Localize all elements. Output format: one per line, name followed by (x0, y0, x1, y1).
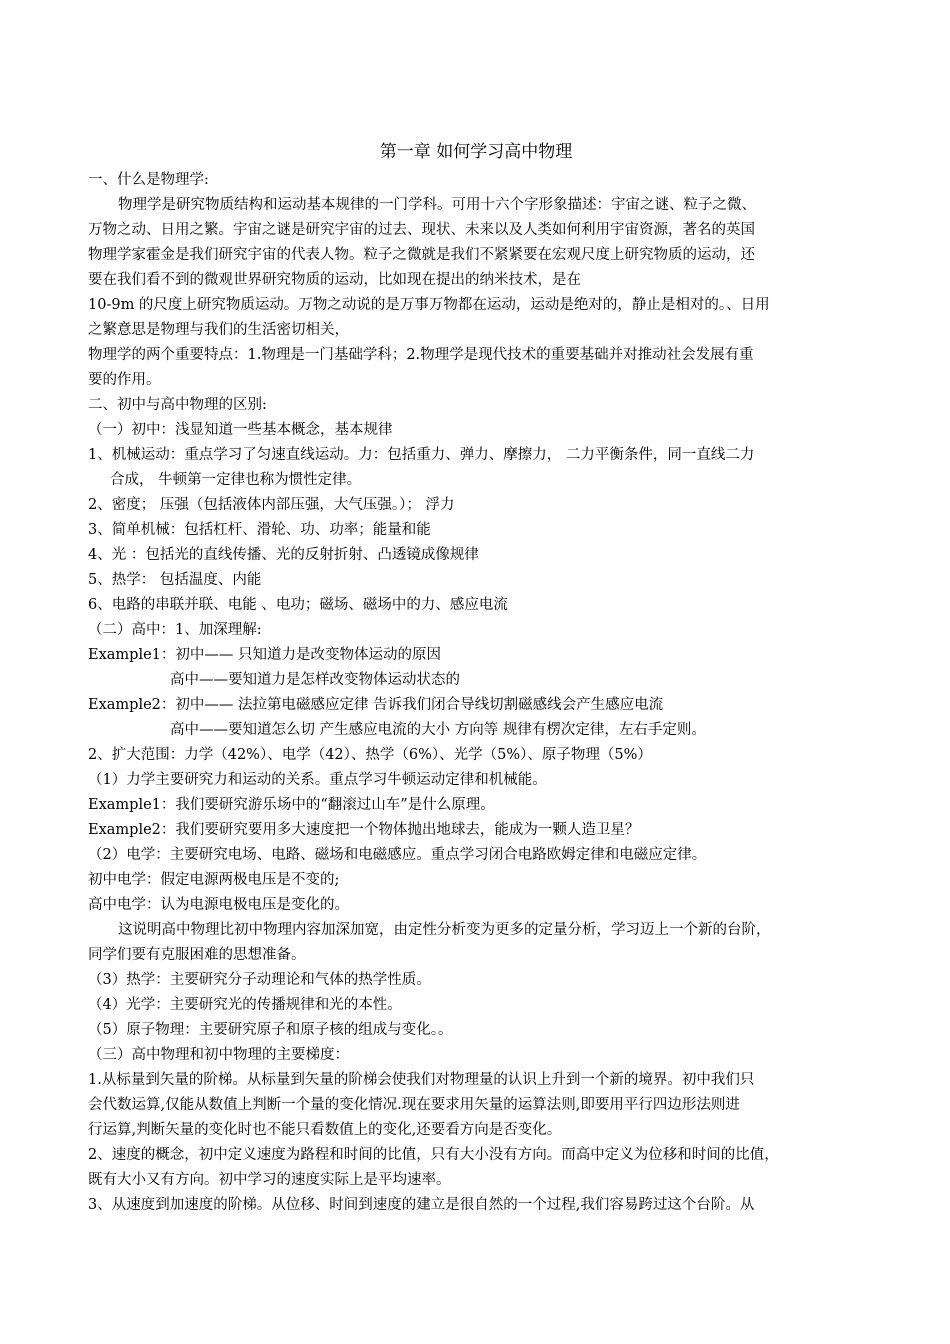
paragraph-line: 这说明高中物理比初中物理内容加深加宽，由定性分析变为更多的定量分析，学习迈上一个新的台阶， (118, 922, 771, 938)
paragraph-line: 物理学的两个重要特点：1.物理是一门基础学科；2.物理学是现代技术的重要基础并对推动社会发展有重 (88, 347, 754, 363)
subsection-heading: （三）高中物理和初中物理的主要梯度： (88, 1047, 349, 1063)
list-item-continuation: 合成， 牛顿第一定律也称为惯性定律。 (110, 472, 362, 488)
list-item: （2）电学：主要研究电场、电路、磁场和电磁感应。重点学习闭合电路欧姆定律和电磁应定律。 (88, 847, 707, 863)
subsection-heading: （二）高中：1、加深理解: (88, 622, 262, 638)
paragraph-line: 高中电学：认为电源电极电压是变化的。 (88, 897, 349, 913)
paragraph-line: 2、速度的概念，初中定义速度为路程和时间的比值，只有大小没有方向。而高中定义为位移和时间的比值， (88, 1147, 779, 1163)
list-item: 1、机械运动：重点学习了匀速直线运动。力：包括重力、弹力、摩擦力， 二力平衡条件，同一直线二力 (88, 447, 755, 463)
paragraph-line: 要的作用。 (88, 372, 161, 388)
paragraph-line: 3、从速度到加速度的阶梯。从位移、时间到速度的建立是很自然的一个过程,我们容易跨过这个台阶。从 (88, 1197, 755, 1213)
list-item: （5）原子物理：主要研究原子和原子核的组成与变化。。 (88, 1022, 453, 1038)
subsection-heading: （一）初中：浅显知道一些基本概念，基本规律 (88, 422, 393, 438)
list-item: （4）光学：主要研究光的传播规律和光的本性。 (88, 997, 402, 1013)
list-item: 6、电路的串联并联、电能 、电功；磁场、磁场中的力、感应电流 (88, 597, 508, 613)
list-item: 5、热学： 包括温度、内能 (88, 572, 262, 588)
list-item: （1）力学主要研究力和运动的关系。重点学习牛顿运动定律和机械能。 (88, 772, 547, 788)
paragraph-line: 万物之动、日用之繁。宇宙之谜是研究宇宙的过去、现状、未来以及人类如何利用宇宙资源，著名的英国 (88, 222, 755, 238)
paragraph-line: 之繁意思是物理与我们的生活密切相关， (88, 322, 349, 338)
example-line: Example2：我们要研究要用多大速度把一个物体抛出地球去，能成为一颗人造卫星？ (88, 822, 640, 838)
section-heading-1: 一、什么是物理学: (88, 172, 209, 188)
paragraph-line: 同学们要有克服困难的思想准备。 (88, 947, 306, 963)
paragraph-line: 1.从标量到矢量的阶梯。从标量到矢量的阶梯会使我们对物理量的认识上升到一个新的境界。初中我们只 (88, 1072, 755, 1088)
example-line: 高中——要知道力是怎样改变物体运动状态的 (170, 672, 460, 688)
list-item: 3、简单机械：包括杠杆、滑轮、功、功率；能量和能 (88, 522, 431, 538)
paragraph-line: 10-9m 的尺度上研究物质运动。万物之动说的是万事万物都在运动，运动是绝对的，静止是相对的。、日用 (88, 297, 770, 313)
chapter-title: 第一章 如何学习高中物理 (379, 142, 573, 162)
list-item: 2、密度； 压强（包括液体内部压强，大气压强。）； 浮力 (88, 497, 455, 513)
example-line: Example2：初中—— 法拉第电磁感应定律 告诉我们闭合导线切割磁感线会产生感应电流 (88, 697, 664, 713)
example-line: Example1：初中—— 只知道力是改变物体运动的原因 (88, 647, 441, 663)
paragraph-line: 要在我们看不到的微观世界研究物质的运动，比如现在提出的纳米技术，是在 (88, 272, 581, 288)
paragraph-line: 会代数运算,仅能从数值上判断一个量的变化情况.现在要求用矢量的运算法则,即要用平行四边形法则进 (88, 1097, 740, 1113)
paragraph-line: 初中电学：假定电源两极电压是不变的; (88, 872, 340, 888)
section-heading-2: 二、初中与高中物理的区别: (88, 397, 267, 413)
paragraph-line: 物理学是研究物质结构和运动基本规律的一门学科。可用十六个字形象描述：宇宙之谜、粒子之微、 (118, 197, 756, 213)
paragraph-line: 行运算,判断矢量的变化时也不能只看数值上的变化,还要看方向是否变化。 (88, 1122, 562, 1138)
list-item: 2、扩大范围：力学（42%）、电学（42）、热学（6%）、光学（5%）、原子物理（5%） (88, 747, 652, 763)
example-line: Example1：我们要研究游乐场中的“翻滚过山车”是什么原理。 (88, 797, 495, 813)
list-item: （3）热学：主要研究分子动理论和气体的热学性质。 (88, 972, 431, 988)
document-page (88, 140, 864, 1218)
paragraph-line: 既有大小又有方向。初中学习的速度实际上是平均速率。 (88, 1172, 451, 1188)
example-line: 高中——要知道怎么切 产生感应电流的大小 方向等 规律有楞次定律，左右手定则。 (170, 722, 706, 738)
list-item: 4、光 ：包括光的直线传播、光的反射折射、凸透镜成像规律 (88, 547, 479, 563)
paragraph-line: 物理学家霍金是我们研究宇宙的代表人物。粒子之微就是我们不紧紧要在宏观尺度上研究物质的运动，还 (88, 247, 755, 263)
